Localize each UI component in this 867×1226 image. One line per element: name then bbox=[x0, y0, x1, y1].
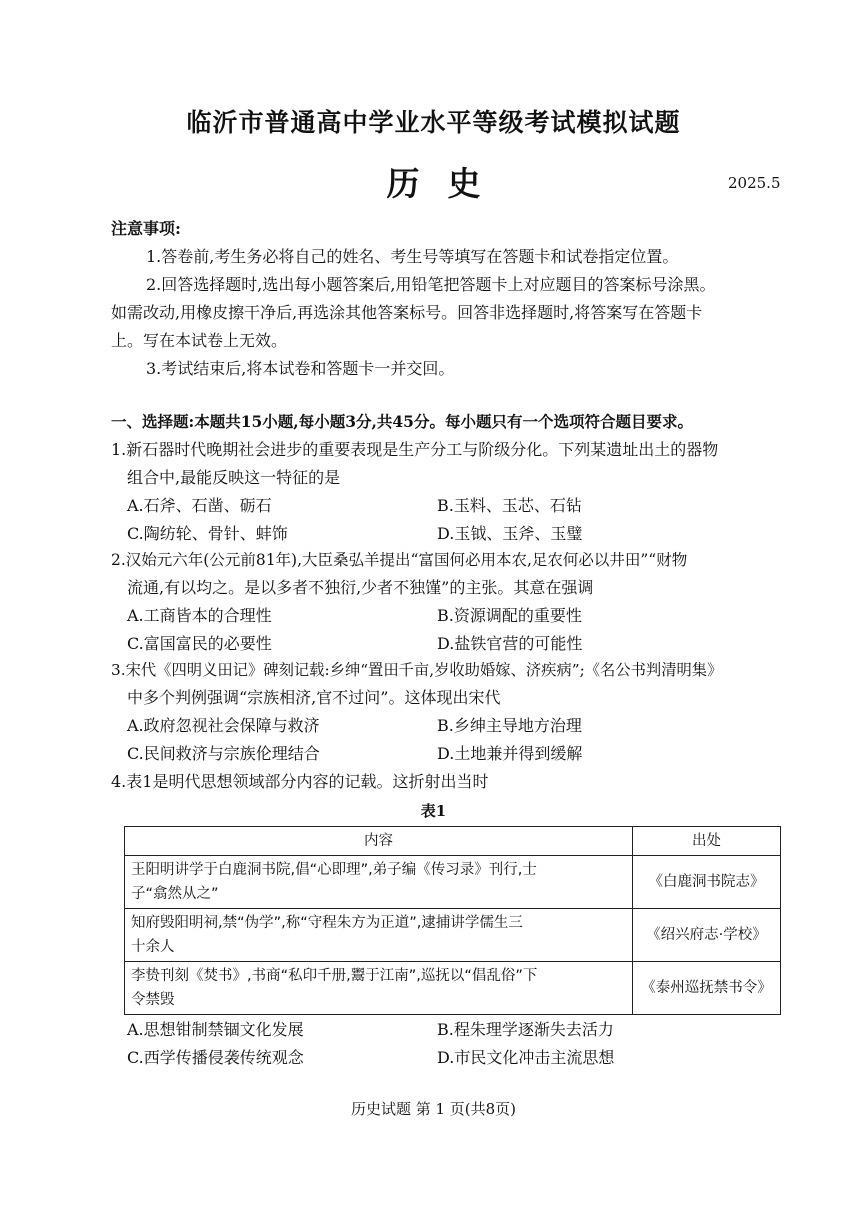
notes-heading: 注意事项: bbox=[111, 219, 181, 238]
notes-item-1: 1.答卷前,考生务必将自己的姓名、考生号等填写在答题卡和试卷指定位置。 bbox=[146, 247, 679, 266]
table-header-content: 内容 bbox=[125, 827, 633, 856]
table-cell-source: 《绍兴府志·学校》 bbox=[633, 909, 781, 962]
table-cell-line: 李贽刊刻《焚书》,书商“私印千册,鬻于江南”,巡抚以“倡乱俗”下 bbox=[131, 968, 538, 984]
q3-stem-line-1: 3.宋代《四明义田记》碑刻记载:乡绅“置田千亩,岁收助婚嫁、济疾病”;《名公书判清明集》 bbox=[111, 661, 723, 679]
exam-title: 临沂市普通高中学业水平等级考试模拟试题 bbox=[186, 108, 681, 137]
q4-option-d: D.市民文化冲击主流思想 bbox=[437, 1048, 615, 1067]
q2-option-d: D.盐铁官营的可能性 bbox=[437, 634, 583, 653]
notes-item-2-line-2: 如需改动,用橡皮擦干净后,再选涂其他答案标号。回答非选择题时,将答案写在答题卡 bbox=[111, 303, 703, 322]
notes-item-2-line-1: 2.回答选择题时,选出每小题答案后,用铅笔把答题卡上对应题目的答案标号涂黑。 bbox=[146, 275, 716, 294]
q2-option-a: A.工商皆本的合理性 bbox=[127, 606, 272, 625]
q4-option-a: A.思想钳制禁锢文化发展 bbox=[127, 1020, 304, 1039]
subject-title: 历史 bbox=[386, 164, 509, 203]
table-row bbox=[125, 909, 781, 962]
table-cell-line: 王阳明讲学于白鹿洞书院,倡“心即理”,弟子编《传习录》刊行,士 bbox=[131, 862, 537, 878]
q1-option-d: D.玉钺、玉斧、玉璧 bbox=[437, 524, 583, 543]
notes-item-2-line-3: 上。写在本试卷上无效。 bbox=[111, 331, 288, 350]
q2-stem-line-1: 2.汉始元六年(公元前81年),大臣桑弘羊提出“富国何必用本农,足农何必以井田”“财物 bbox=[111, 551, 688, 569]
notes-item-3: 3.考试结束后,将本试卷和答题卡一并交回。 bbox=[146, 359, 455, 378]
q2-stem-line-2: 流通,有以均之。是以多者不独衍,少者不独馑”的主张。其意在强调 bbox=[127, 578, 594, 597]
table-cell-content bbox=[125, 856, 633, 909]
q4-stem: 4.表1是明代思想领域部分内容的记载。这折射出当时 bbox=[111, 772, 489, 791]
q1-option-a: A.石斧、石凿、砺石 bbox=[127, 496, 272, 515]
q1-option-b: B.玉料、玉芯、石钻 bbox=[437, 496, 582, 515]
table-cell-line: 知府毁阳明祠,禁“伪学”,称“守程朱方为正道”,逮捕讲学儒生三 bbox=[131, 915, 523, 931]
table-cell-line: 子“翕然从之” bbox=[131, 886, 219, 902]
table-cell-source: 《泰州巡抚禁书令》 bbox=[633, 962, 781, 1015]
table-cell-line: 令禁毁 bbox=[131, 992, 175, 1008]
page-footer: 历史试题 第 1 页(共8页) bbox=[350, 1100, 517, 1118]
section-heading: 一、选择题:本题共15小题,每小题3分,共45分。每小题只有一个选项符合题目要求。 bbox=[111, 412, 693, 431]
q2-option-b: B.资源调配的重要性 bbox=[437, 606, 582, 625]
q1-option-c: C.陶纺轮、骨针、蚌饰 bbox=[127, 524, 288, 543]
table-cell-content bbox=[125, 962, 633, 1015]
exam-date: 2025.5 bbox=[728, 174, 781, 192]
q3-option-c: C.民间救济与宗族伦理结合 bbox=[127, 744, 320, 763]
table-row bbox=[125, 962, 781, 1015]
table-header-source: 出处 bbox=[633, 827, 781, 856]
q2-option-c: C.富国富民的必要性 bbox=[127, 634, 272, 653]
table-caption: 表1 bbox=[420, 802, 447, 820]
table-header-row bbox=[125, 827, 781, 856]
table-cell-source: 《白鹿洞书院志》 bbox=[633, 856, 781, 909]
q4-option-b: B.程朱理学逐渐失去活力 bbox=[437, 1020, 614, 1039]
q1-stem-line-1: 1.新石器时代晚期社会进步的重要表现是生产分工与阶级分化。下列某遗址出土的器物 bbox=[111, 440, 719, 459]
q3-option-d: D.土地兼并得到缓解 bbox=[437, 744, 583, 763]
q4-option-c: C.西学传播侵袭传统观念 bbox=[127, 1048, 304, 1067]
table-cell-line: 十余人 bbox=[131, 939, 175, 955]
q3-option-b: B.乡绅主导地方治理 bbox=[437, 716, 582, 735]
table-row bbox=[125, 856, 781, 909]
table-1 bbox=[124, 826, 781, 1015]
table-cell-content bbox=[125, 909, 633, 962]
q3-stem-line-2: 中多个判例强调“宗族相济,官不过问”。这体现出宋代 bbox=[127, 688, 501, 707]
q1-stem-line-2: 组合中,最能反映这一特征的是 bbox=[127, 468, 341, 487]
q3-option-a: A.政府忽视社会保障与救济 bbox=[127, 716, 320, 735]
